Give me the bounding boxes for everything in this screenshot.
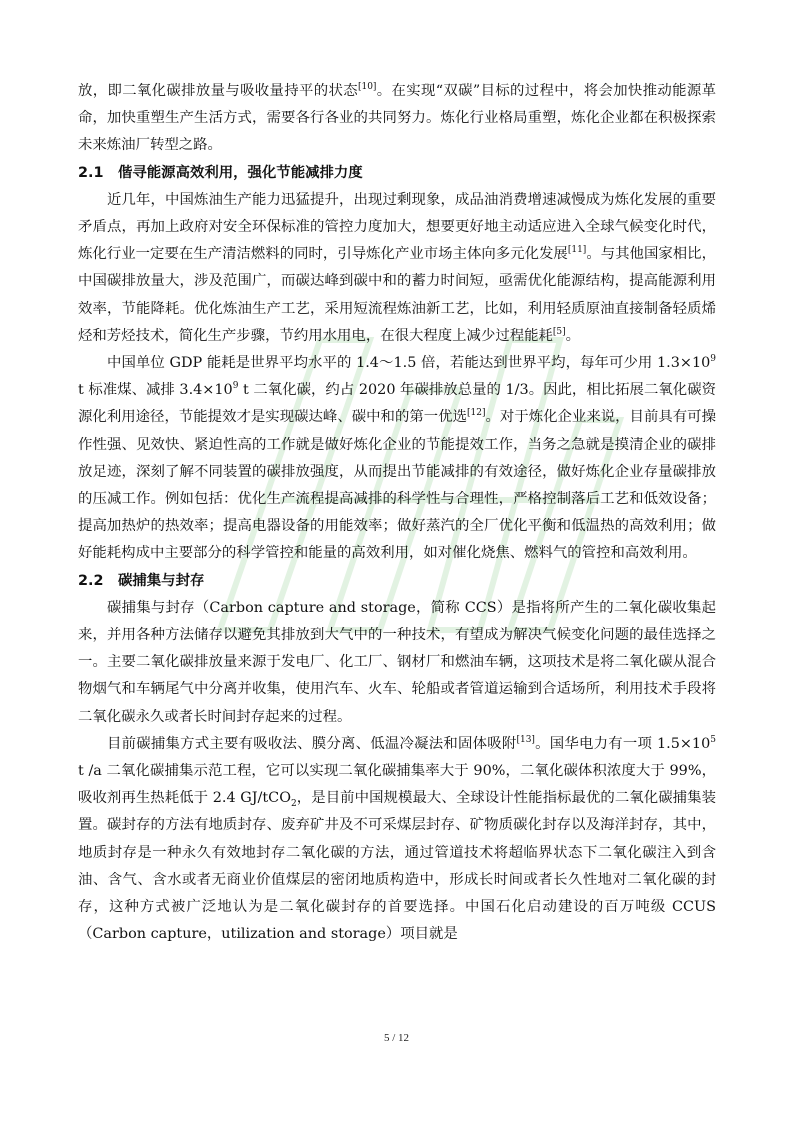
text-run: ，是目前中国规模最大、全球设计性能指标最优的二氧化碳捕集装置。碳封存的方法有地质封存、废弃矿井及不可采煤层封存、矿物质碳化封存以及海洋封存，其中，地质封存是一种永久有效地封存二氧化碳的方法，通过管道技术将超临界状态下二氧化碳注入到含油、含气、含水或者无商业价值煤层的密闭地质构造中，形成长时间或者长久性地对二氧化碳的封存，这种方式被广泛地认为是二氧化碳封存的首要选择。中国石化启动建设的百万吨级 CCUS（Carbon capture，utilization and storage）项目就是 (78, 790, 716, 943)
paragraph-2 (78, 350, 716, 568)
exponent: 9 (710, 354, 716, 365)
paragraph-0 (78, 78, 716, 160)
text-run: t 二氧化碳，约占 2020 年碳排放总量的 1/3。因此，相比拓展二氧化碳资源化利用途径，节能提效才是实现碳达峰、碳中和的第一优选 (78, 382, 716, 426)
text-run: t 标准煤、减排 3.4×10 (78, 382, 233, 399)
subscript: 2 (291, 799, 297, 810)
citation-ref: [5] (552, 327, 566, 338)
text-run: 近几年，中国炼油生产能力迅猛提升，出现过剩现象，成品油消费增速减慢成为炼化发展的重要矛盾点，再加上政府对安全环保标准的管控力度加大，想要更好地主动适应进入全球气候变化时代，炼化行业一定要在生产清洁燃料的同时，引导炼化产业市场主体向多元化发展 (78, 191, 716, 263)
text-run: 。在实现“双碳”目标的过程中，将会加快推动能源革命，加快重塑生产生活方式，需要各行各业的共同努力。炼化行业格局重塑，炼化企业都在积极探索未来炼油厂转型之路。 (78, 83, 716, 154)
document-body (78, 78, 716, 949)
citation-ref: [13] (516, 735, 535, 746)
section-title: 偕寻能源高效利用，强化节能减排力度 (118, 164, 363, 181)
text-run: 。与其他国家相比，中国碳排放量大，涉及范围广，而碳达峰到碳中和的蓄力时间短，亟需优化能源结构，提高能源利用效率，节能降耗。优化炼油生产工艺，采用短流程炼油新工艺，比如，利用轻质原油直接制备轻质烯烃和芳烃技术，简化生产步骤，节约用水用电，在很大程度上减少过程能耗 (78, 246, 716, 344)
citation-ref: [12] (466, 408, 486, 419)
section-heading-2-1 (78, 160, 716, 187)
section-number: 2.2 (78, 572, 104, 589)
paragraph-4 (78, 731, 716, 949)
text-run: 中国单位 GDP 能耗是世界平均水平的 1.4～1.5 倍，若能达到世界平均，每年可少用 1.3×10 (107, 355, 711, 372)
text-run: 目前碳捕集方式主要有吸收法、膜分离、低温冷凝法和固体吸附 (107, 735, 517, 752)
text-run: t /a 二氧化碳捕集示范工程，它可以实现二氧化碳捕集率大于 90%，二氧化碳体积浓度大于 99%，吸收剂再生热耗低于 2.4 GJ/tCO (78, 763, 716, 807)
citation-ref: [10] (357, 82, 377, 93)
exponent: 9 (232, 381, 239, 392)
text-run: 。对于炼化企业来说，目前具有可操作性强、见效快、紧迫性高的工作就是做好炼化企业的节能提效工作，当务之急就是摸清企业的碳排放足迹，深刻了解不同装置的碳排放强度，从而提出节能减排的有效途径，做好炼化企业存量碳排放的压减工作。例如包括：优化生产流程提高减排的科学性与合理性，严格控制落后工艺和低效设备；提高加热炉的热效率；提高电器设备的用能效率；做好蒸汽的全厂优化平衡和低温热的高效利用；做好能耗构成中主要部分的科学管控和能量的高效利用，如对催化烧焦、燃料气的管控和高效利用。 (78, 409, 716, 562)
page-number: 5 / 12 (383, 1032, 410, 1044)
exponent: 5 (710, 735, 716, 746)
section-number: 2.1 (78, 164, 104, 181)
paragraph-3 (78, 595, 716, 731)
text-run: 碳捕集与封存（Carbon capture and storage，简称 CCS）是指将所产生的二氧化碳收集起来，并用各种方法储存以避免其排放到大气中的一种技术，有望成为解决气候变化问题的最佳选择之一。主要二氧化碳排放量来源于发电厂、化工厂、钢材厂和燃油车辆，这项技术是将二氧化碳从混合物烟气和车辆尾气中分离并收集，使用汽车、火车、轮船或者管道运输到合适场所，利用技术手段将二氧化碳永久或者长时间封存起来的过程。 (78, 599, 716, 725)
text-run: 。 (565, 327, 581, 344)
text-run: 放，即二氧化碳排放量与吸收量持平的状态 (78, 83, 358, 99)
section-heading-2-2 (78, 568, 716, 595)
paragraph-1 (78, 187, 716, 350)
citation-ref: [11] (567, 245, 587, 256)
text-run: 。国华电力有一项 1.5×10 (534, 735, 711, 752)
section-title: 碳捕集与封存 (118, 572, 205, 589)
